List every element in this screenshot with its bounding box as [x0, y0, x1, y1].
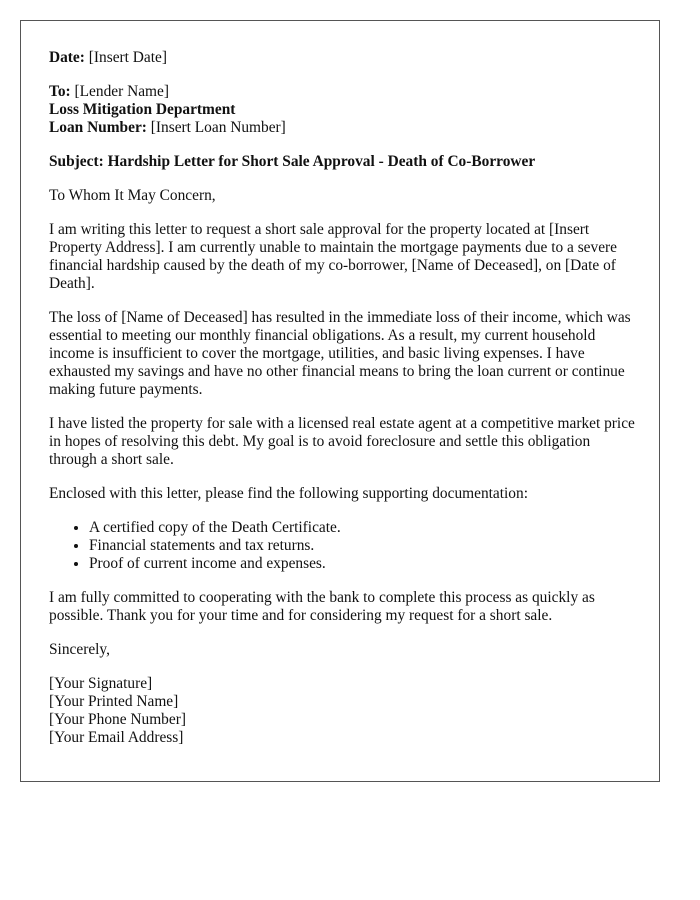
body-paragraph-2: The loss of [Name of Deceased] has resulted in the immediate loss of their income, which was essential to meeting our monthly financial obligations. As a result, my current household income is insufficient to cover the mortgage, utilities, and basic living expenses. I have exhausted my savings and have no other financial means to bring the loan current or continue making future payments. — [49, 309, 631, 398]
body-paragraph-4: Enclosed with this letter, please find the following supporting documentation: — [49, 485, 528, 502]
date-value: [Insert Date] — [84, 49, 167, 66]
recipient-block — [49, 83, 635, 137]
to-value: [Lender Name] — [70, 83, 169, 100]
date-line — [49, 49, 635, 67]
list-item: • A certified copy of the Death Certificate. — [89, 519, 635, 537]
date-label: Date: — [49, 49, 85, 66]
phone-line: [Your Phone Number] — [49, 711, 186, 728]
body-paragraph-1: I am writing this letter to request a short sale approval for the property located at [Insert Property Address]. I am currently unable to maintain the mortgage payments due to a severe financial hardship caused by the death of my co-borrower, [Name of Deceased], on [Date of Death]. — [49, 221, 617, 292]
department-line: Loss Mitigation Department — [49, 101, 236, 118]
printed-name-line: [Your Printed Name] — [49, 693, 179, 710]
letter-frame — [20, 20, 660, 782]
to-line — [49, 83, 635, 101]
list-item: • Financial statements and tax returns. — [89, 537, 635, 555]
loan-number-line — [49, 119, 635, 137]
body-paragraph-3: I have listed the property for sale with a licensed real estate agent at a competitive market price in hopes of resolving this debt. My goal is to avoid foreclosure and settle this obligation through a short sale. — [49, 415, 635, 468]
letter-content — [49, 49, 635, 763]
closing: Sincerely, — [49, 641, 110, 658]
signature-line: [Your Signature] — [49, 675, 153, 692]
loan-number-label: Loan Number: — [49, 119, 147, 136]
signature-block — [49, 675, 635, 747]
salutation: To Whom It May Concern, — [49, 187, 216, 204]
body-paragraph-5: I am fully committed to cooperating with the bank to complete this process as quickly as possible. Thank you for your time and for considering my request for a short sale. — [49, 589, 595, 624]
loan-number-value: [Insert Loan Number] — [146, 119, 286, 136]
subject-line: Subject: Hardship Letter for Short Sale Approval - Death of Co-Borrower — [49, 153, 536, 170]
to-label: To: — [49, 83, 71, 100]
documents-list — [49, 519, 635, 573]
list-item: • Proof of current income and expenses. — [89, 555, 635, 573]
email-line: [Your Email Address] — [49, 729, 184, 746]
